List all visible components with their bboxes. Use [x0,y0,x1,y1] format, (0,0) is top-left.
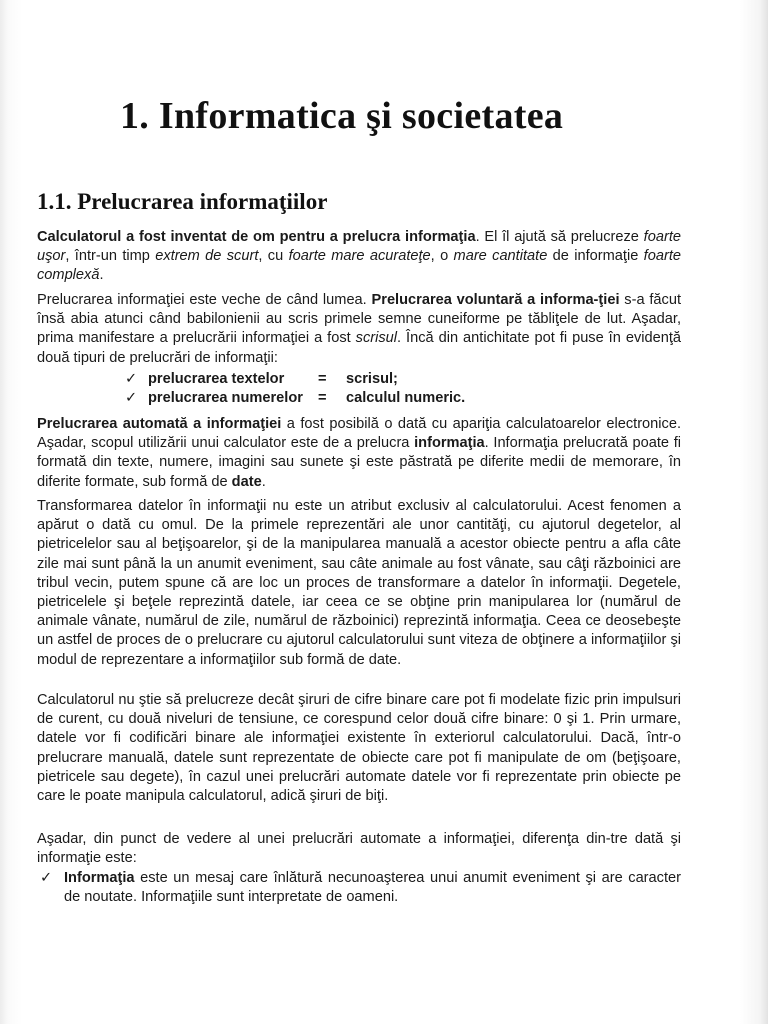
intro-bold-statement: Calculatorul a fost inventat de om pentru a prelucra informaţia [37,229,476,245]
paragraph-automatic [37,415,681,492]
intro-italic-3: foarte mare acurateţe [288,248,431,265]
checklist-right: scrisul; [346,371,398,387]
section-title: 1.1. Prelucrarea informaţiilor [37,189,328,214]
checklist-equals: = [318,390,327,406]
intro-text-4: , o [430,248,454,265]
intro-text-2: , într-un timp [65,248,156,265]
checkmark-icon: ✓ [125,390,138,406]
automatic-bold-2: informaţia [414,435,485,452]
intro-italic-2: extrem de scurt [155,248,259,265]
automatic-text-1: a fost posibilă o dată cu apariţia calculatoarelor electronice. Aşadar, scopul utilizării unui calculator este de a prelucra [37,416,681,452]
bullet-text: este un mesaj care înlătură necunoaşterea unui anumit eveniment şi are caracter de noutate. Informaţiile sunt interpretate de oameni. [64,870,681,906]
history-text-2: s-a făcut însă abia atunci când babilonienii au scris primele semne cuneiforme pe tăbliţele de lut. Aşadar, prima manifestare a prelucrării informaţiei a fost [37,292,682,347]
chapter-title: 1. Informatica şi societatea [120,95,564,137]
checklist-right: calculul numeric. [346,390,466,406]
checkmark-icon: ✓ [40,870,53,886]
intro-text-3: , cu [258,248,289,265]
intro-italic-1: foarte uşor [37,229,681,265]
intro-italic-4: mare cantitate [453,248,548,265]
paragraph-binary: Calculatorul nu ştie să prelucreze decât şiruri de cifre binare care pot fi modelate fizic prin impulsuri de curent, cu două niveluri de tensiune, ce corespund celor două cifre binare: 0 şi 1. Prin urmare, datele vor fi codificări binare ale informaţiei existente în exteriorul calculatorului. Dacă, într-o prelucrare manuală, datele sunt reprezentate de obiecte care pot fi manipulate de om (beţişoare, pietricele sau degete), în cazul unei prelucrări automate datele vor fi reprezentate prin obiecte pe care le poate manipula calculatorul, adică şiruri de biţi. [37,692,681,805]
history-italic-1: scrisul [355,330,398,347]
intro-text-1: . El îl ajută să prelucreze [475,229,644,245]
automatic-bold-1: Prelucrarea automată a informaţiei [37,416,282,432]
automatic-bold-3: date [231,473,262,490]
intro-text-5: de informaţie [547,248,644,265]
checklist-item-numbers [125,389,465,408]
paragraph-intro [37,228,681,286]
paragraph-transformation: Transformarea datelor în informaţii nu este un atribut exclusiv al calculatorului. Acest fenomen a apărut o dată cu omul. De la primele reprezentări ale unor cantităţi, cu ajutorul degetelor, al pietricelelor sau al beţişoarelor, şi de la manipularea manuală a acestor obiecte pentru a afla câte zile mai sunt până la un anumit eveniment, sau câte animale au fost vânate, sau câţi războinici are tribul vecin, putem spune că are loc un proces de transformare a datelor în informaţii. Degetele, pietricelele şi beţele reprezintă datele, iar ceea ce se obţine prin manipularea lor (numărul de animale vânate, numărul de zile, numărul de războinici) reprezintă informaţia. Ceea ce deosebeşte un astfel de proces de o prelucrare cu ajutorul calculatorului sunt viteza de obţinere a informaţiilor şi modul de reprezentare a informaţiilor sub formă de date. [37,498,681,668]
automatic-text-3: . [261,473,266,490]
bullet-bold: Informaţia [64,870,135,886]
paragraph-history [37,291,681,368]
intro-italic-5: foarte complexă [37,248,681,284]
paragraph-difference: Aşadar, din punct de vedere al unei prelucrări automate a informaţiei, diferenţa din-tre dată şi informaţie este: [37,831,681,867]
intro-text-6: . [99,267,104,284]
history-text-1: Prelucrarea informaţiei este veche de când lumea. [37,292,372,308]
checklist-equals: = [318,371,327,387]
checkmark-icon: ✓ [125,371,138,387]
checklist-left: prelucrarea numerelor [148,390,303,406]
history-text-3: . Încă din antichitate pot fi puse în evidenţă două tipuri de prelucrări de informaţii: [37,330,682,366]
checklist-left: prelucrarea textelor [148,371,285,387]
checklist-item-texts [125,370,398,389]
history-bold-1: Prelucrarea voluntară a informa-ţiei [371,292,620,308]
automatic-text-2: . Informaţia prelucrată poate fi formată din texte, numere, imagini sau sunete şi este păstrată pe diferite medii de memorare, în diferite formate, sub formă de [37,435,682,490]
bullet-information [64,869,681,907]
